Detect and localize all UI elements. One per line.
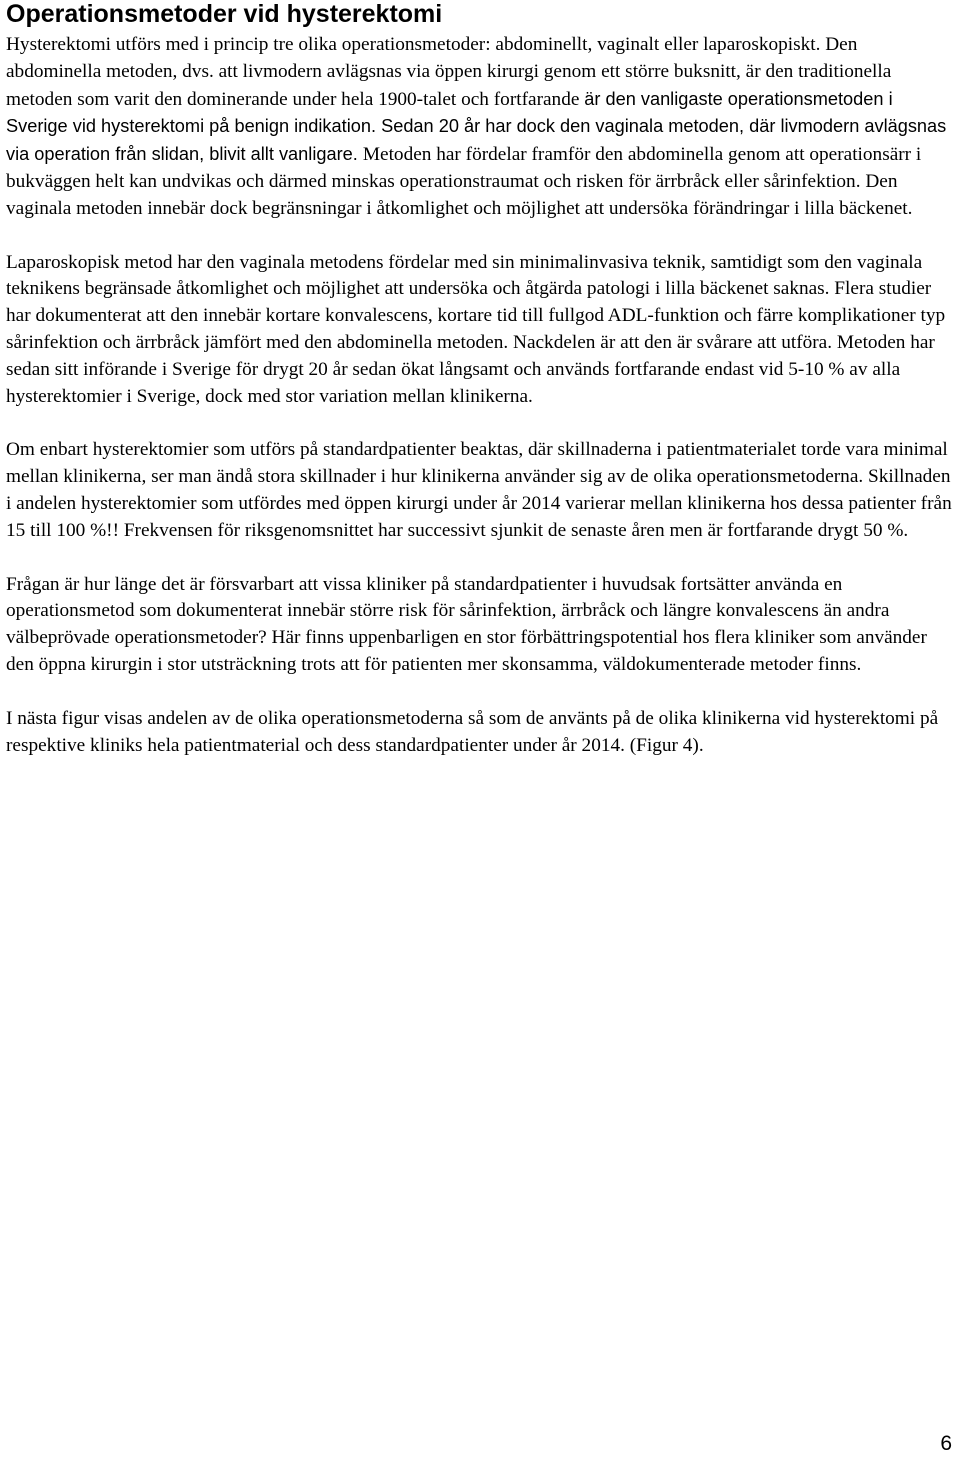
paragraph-1-part-2: är den vanligaste operationsmetoden i Sverige vid hysterektomi på benign indikation. Sedan 20 år har dock den vaginala metoden, där livmodern avlägsnas via operation från slidan, blivit allt vanligare. <box>6 88 947 165</box>
paragraph-2: Laparoskopisk metod har den vaginala metodens fördelar med sin minimalinvasiva teknik, samtidigt som den vaginala teknikens begränsade åtkomlighet och möjlighet att undersöka och åtgärda patologi i lilla bäckenet saknas. Flera studier har dokumenterat att den innebär kortare konvalescens, kortare tid till fullgod ADL-funktion och färre komplikationer typ sårinfektion och ärrbråck jämfört med den abdominella metoden. Nackdelen är att den är svårare att utföra. Metoden har sedan sitt införande i Sverige för drygt 20 år sedan ökat långsamt och används fortfarande endast vid 5-10 % av alla hysterektomier i Sverige, dock med stor variation mellan klinikerna. <box>6 251 946 407</box>
paragraph-5: I nästa figur visas andelen av de olika operationsmetoderna så som de använts på de olika klinikerna vid hysterektomi på respektive kliniks hela patientmaterial och dess standardpatienter under år 2014. (Figur 4). <box>6 707 939 756</box>
paragraph-1 <box>6 32 956 223</box>
paragraph-3: Om enbart hysterektomier som utförs på standardpatienter beaktas, där skillnaderna i patientmaterialet torde vara minimal mellan klinikerna, ser man ändå stora skillnader i hur klinikerna använder sig av de olika operationsmetoderna. Skillnaden i andelen hysterektomier som utfördes med öppen kirurgi under år 2014 varierar mellan klinikerna hos dessa patienter från 15 till 100 %!! Frekvensen för riksgenomsnittet har successivt sjunkit de senaste åren men är fortfarande drygt 50 %. <box>6 439 952 541</box>
page-number: 6 <box>940 1432 952 1455</box>
page-title: Operationsmetoder vid hysterektomi <box>6 0 443 28</box>
paragraph-1-part-3: Metoden har fördelar framför den abdominella genom att operationsärr i bukväggen helt kan undvikas och därmed minskas operationstraumat och risken för ärrbråck eller sårinfektion. Den vaginala metoden innebär dock begränsningar i åtkomlighet och möjlighet att undersöka förändringar i lilla bäckenet. <box>6 144 922 219</box>
document-page <box>6 0 956 786</box>
paragraph-1-part-1: Hysterektomi utförs med i princip tre olika operationsmetoder: abdominellt, vaginalt eller laparoskopiskt. Den abdominella metoden, dvs. att livmodern avlägsnas via öppen kirurgi genom ett större buksnitt, är den traditionella metoden som varit den dominerande under hela 1900-talet och fortfarande <box>6 34 892 110</box>
paragraph-4: Frågan är hur länge det är försvarbart att vissa kliniker på standardpatienter i huvudsak fortsätter använda en operationsmetod som dokumenterat innebär större risk för sårinfektion, ärrbråck och längre konvalescens än andra välbeprövade operationsmetoder? Här finns uppenbarligen en stor förbättringspotential hos flera kliniker som använder den öppna kirurgin i stor utsträckning trots att för patienten mer skonsamma, väldokumenterade metoder finns. <box>6 573 927 675</box>
